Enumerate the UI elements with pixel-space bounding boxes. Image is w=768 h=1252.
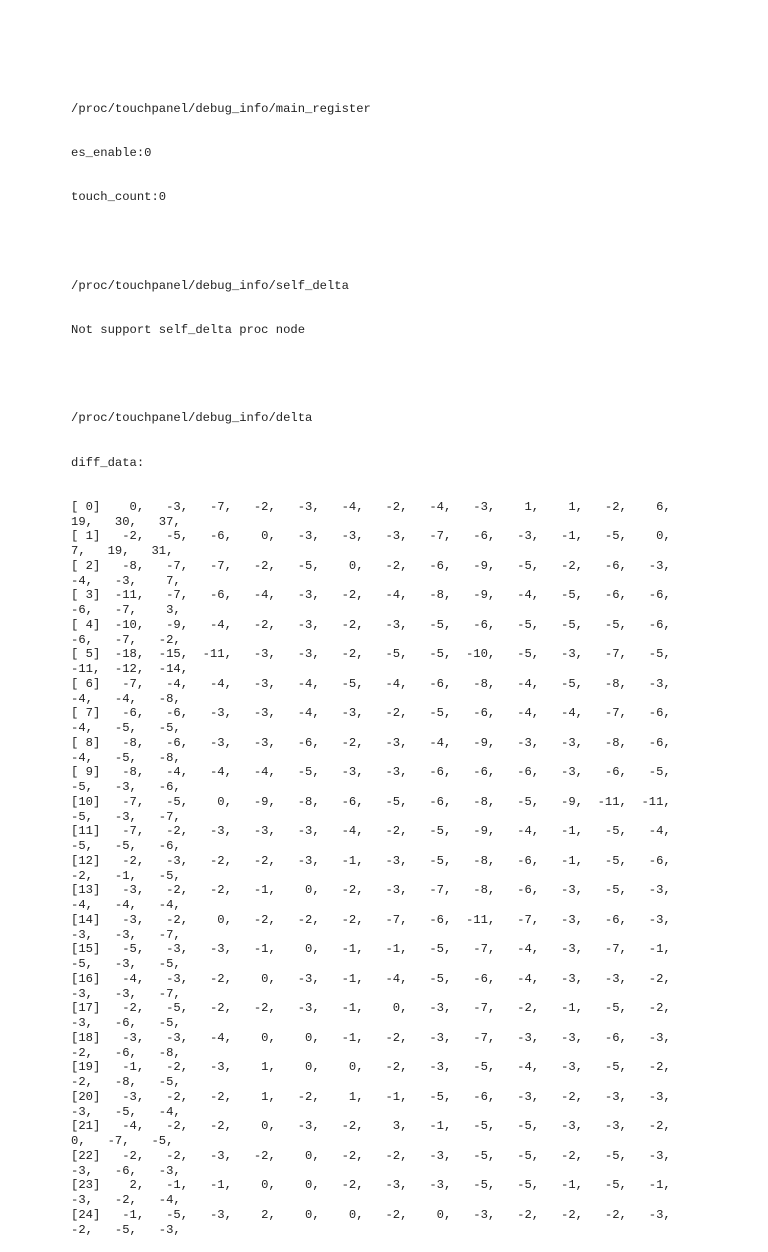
delta-path: /proc/touchpanel/debug_info/delta [71,411,313,426]
diff-data-row [71,706,711,736]
diff-data-row-main: [ 8] -8, -6, -3, -3, -6, -2, -3, -4, -9, -3, -3, -8, -6, [71,735,671,750]
diff-data-row-main: [14] -3, -2, 0, -2, -2, -2, -7, -6, -11, -7, -3, -6, -3, [71,912,671,927]
diff-data-row-main: [12] -2, -3, -2, -2, -3, -1, -3, -5, -8, -6, -1, -5, -6, [71,853,671,868]
diff-data-row-wrap: -2, -6, -8, [71,1045,181,1060]
diff-data-row-wrap: -3, -3, -7, [71,927,181,942]
diff-data-row [71,1060,711,1090]
diff-data-row [71,588,711,618]
diff-data-row [71,677,711,707]
diff-data-row-main: [10] -7, -5, 0, -9, -8, -6, -5, -6, -8, -5, -9, -11, -11, [71,794,671,809]
diff-data-row-main: [19] -1, -2, -3, 1, 0, 0, -2, -3, -5, -4, -3, -5, -2, [71,1060,671,1075]
diff-data-header: diff_data: [71,455,145,470]
diff-data-row-wrap: -3, -6, -3, [71,1163,181,1178]
diff-data-row-main: [21] -4, -2, -2, 0, -3, -2, 3, -1, -5, -5, -3, -3, -2, [71,1119,671,1134]
diff-data-row-main: [15] -5, -3, -3, -1, 0, -1, -1, -5, -7, -4, -3, -7, -1, [71,942,671,957]
diff-data-row [71,500,711,530]
diff-data-row-wrap: -5, -3, -5, [71,957,181,971]
diff-data-row [71,618,711,648]
diff-data-row [71,1208,711,1238]
diff-data-row-main: [ 1] -2, -5, -6, 0, -3, -3, -3, -7, -6, -3, -1, -5, 0, [71,529,671,544]
es-enable-line: es_enable:0 [71,145,152,160]
diff-data-row-wrap: -11, -12, -14, [71,662,189,676]
diff-data-row-main: [11] -7, -2, -3, -3, -3, -4, -2, -5, -9, -4, -1, -5, -4, [71,824,671,839]
diff-data-row-main: [18] -3, -3, -4, 0, 0, -1, -2, -3, -7, -3, -3, -6, -3, [71,1030,671,1045]
diff-data-row [71,1119,711,1149]
diff-data-row [71,1178,711,1208]
diff-data-row-wrap: -4, -5, -8, [71,750,181,765]
diff-data-row-main: [ 0] 0, -3, -7, -2, -3, -4, -2, -4, -3, 1, 1, -2, 6, [71,499,671,514]
diff-data-row-main: [23] 2, -1, -1, 0, 0, -2, -3, -3, -5, -5, -1, -5, -1, [71,1178,671,1193]
diff-data-row-wrap: -2, -1, -5, [71,868,181,883]
diff-data-row-main: [17] -2, -5, -2, -2, -3, -1, 0, -3, -7, -2, -1, -5, -2, [71,1001,671,1016]
diff-data-row [71,913,711,943]
diff-data-row-wrap: -4, -4, -8, [71,691,181,706]
blank-line [71,367,711,382]
diff-data-row-main: [22] -2, -2, -3, -2, 0, -2, -2, -3, -5, -5, -2, -5, -3, [71,1148,671,1163]
diff-data-row-wrap: -4, -4, -4, [71,898,181,912]
diff-data-row-main: [24] -1, -5, -3, 2, 0, 0, -2, 0, -3, -2, -2, -2, -3, [71,1207,671,1222]
diff-data-row [71,795,711,825]
diff-data-row [71,824,711,854]
diff-data-row [71,883,711,913]
diff-data-row-wrap: 0, -7, -5, [71,1134,174,1148]
blank-line [71,234,711,249]
diff-data-row-wrap: -5, -3, -6, [71,780,181,794]
diff-data-row-main: [13] -3, -2, -2, -1, 0, -2, -3, -7, -8, -6, -3, -5, -3, [71,883,671,898]
diff-data-row-wrap: -6, -7, -2, [71,632,181,647]
diff-data-table [71,500,711,1238]
diff-data-row-wrap: -4, -3, 7, [71,573,181,588]
diff-data-row-wrap: -6, -7, 3, [71,603,181,617]
diff-data-row-main: [ 7] -6, -6, -3, -3, -4, -3, -2, -5, -6, -4, -4, -7, -6, [71,706,671,721]
diff-data-row-wrap: -5, -3, -7, [71,809,181,824]
diff-data-row [71,765,711,795]
self-delta-path: /proc/touchpanel/debug_info/self_delta [71,278,349,293]
diff-data-row-wrap: -2, -8, -5, [71,1075,181,1089]
diff-data-row-wrap: -3, -2, -4, [71,1193,181,1207]
diff-data-row-wrap: 19, 30, 37, [71,514,181,529]
diff-data-row [71,1090,711,1120]
diff-data-row [71,972,711,1002]
diff-data-row-main: [ 6] -7, -4, -4, -3, -4, -5, -4, -6, -8, -4, -5, -8, -3, [71,676,671,691]
diff-data-row-main: [20] -3, -2, -2, 1, -2, 1, -1, -5, -6, -3, -2, -3, -3, [71,1089,671,1104]
diff-data-row [71,529,711,559]
self-delta-message: Not support self_delta proc node [71,322,306,337]
diff-data-row-wrap: -3, -5, -4, [71,1104,181,1119]
diff-data-row-wrap: -3, -3, -7, [71,986,181,1001]
touch-count-line: touch_count:0 [71,190,167,204]
diff-data-row [71,942,711,972]
diff-data-row-wrap: 7, 19, 31, [71,544,174,558]
diff-data-row-main: [ 9] -8, -4, -4, -4, -5, -3, -3, -6, -6, -6, -3, -6, -5, [71,765,671,780]
diff-data-row-main: [16] -4, -3, -2, 0, -3, -1, -4, -5, -6, -4, -3, -3, -2, [71,971,671,986]
diff-data-row [71,1001,711,1031]
diff-data-row-wrap: -3, -6, -5, [71,1016,181,1030]
diff-data-row-main: [ 3] -11, -7, -6, -4, -3, -2, -4, -8, -9, -4, -5, -6, -6, [71,588,671,603]
diff-data-row-wrap: -4, -5, -5, [71,721,181,735]
diff-data-row-main: [ 4] -10, -9, -4, -2, -3, -2, -3, -5, -6, -5, -5, -5, -6, [71,617,671,632]
diff-data-row [71,736,711,766]
diff-data-row [71,647,711,677]
diff-data-row-main: [ 5] -18, -15, -11, -3, -3, -2, -5, -5, -10, -5, -3, -7, -5, [71,647,671,662]
diff-data-row [71,854,711,884]
diff-data-row [71,1149,711,1179]
diff-data-row-wrap: -2, -5, -3, [71,1222,181,1237]
diff-data-row [71,559,711,589]
proc-debug-dump [71,72,711,1252]
diff-data-row [71,1031,711,1061]
diff-data-row-wrap: -5, -5, -6, [71,839,181,853]
diff-data-row-main: [ 2] -8, -7, -7, -2, -5, 0, -2, -6, -9, -5, -2, -6, -3, [71,558,671,573]
main-register-path: /proc/touchpanel/debug_info/main_register [71,101,371,116]
